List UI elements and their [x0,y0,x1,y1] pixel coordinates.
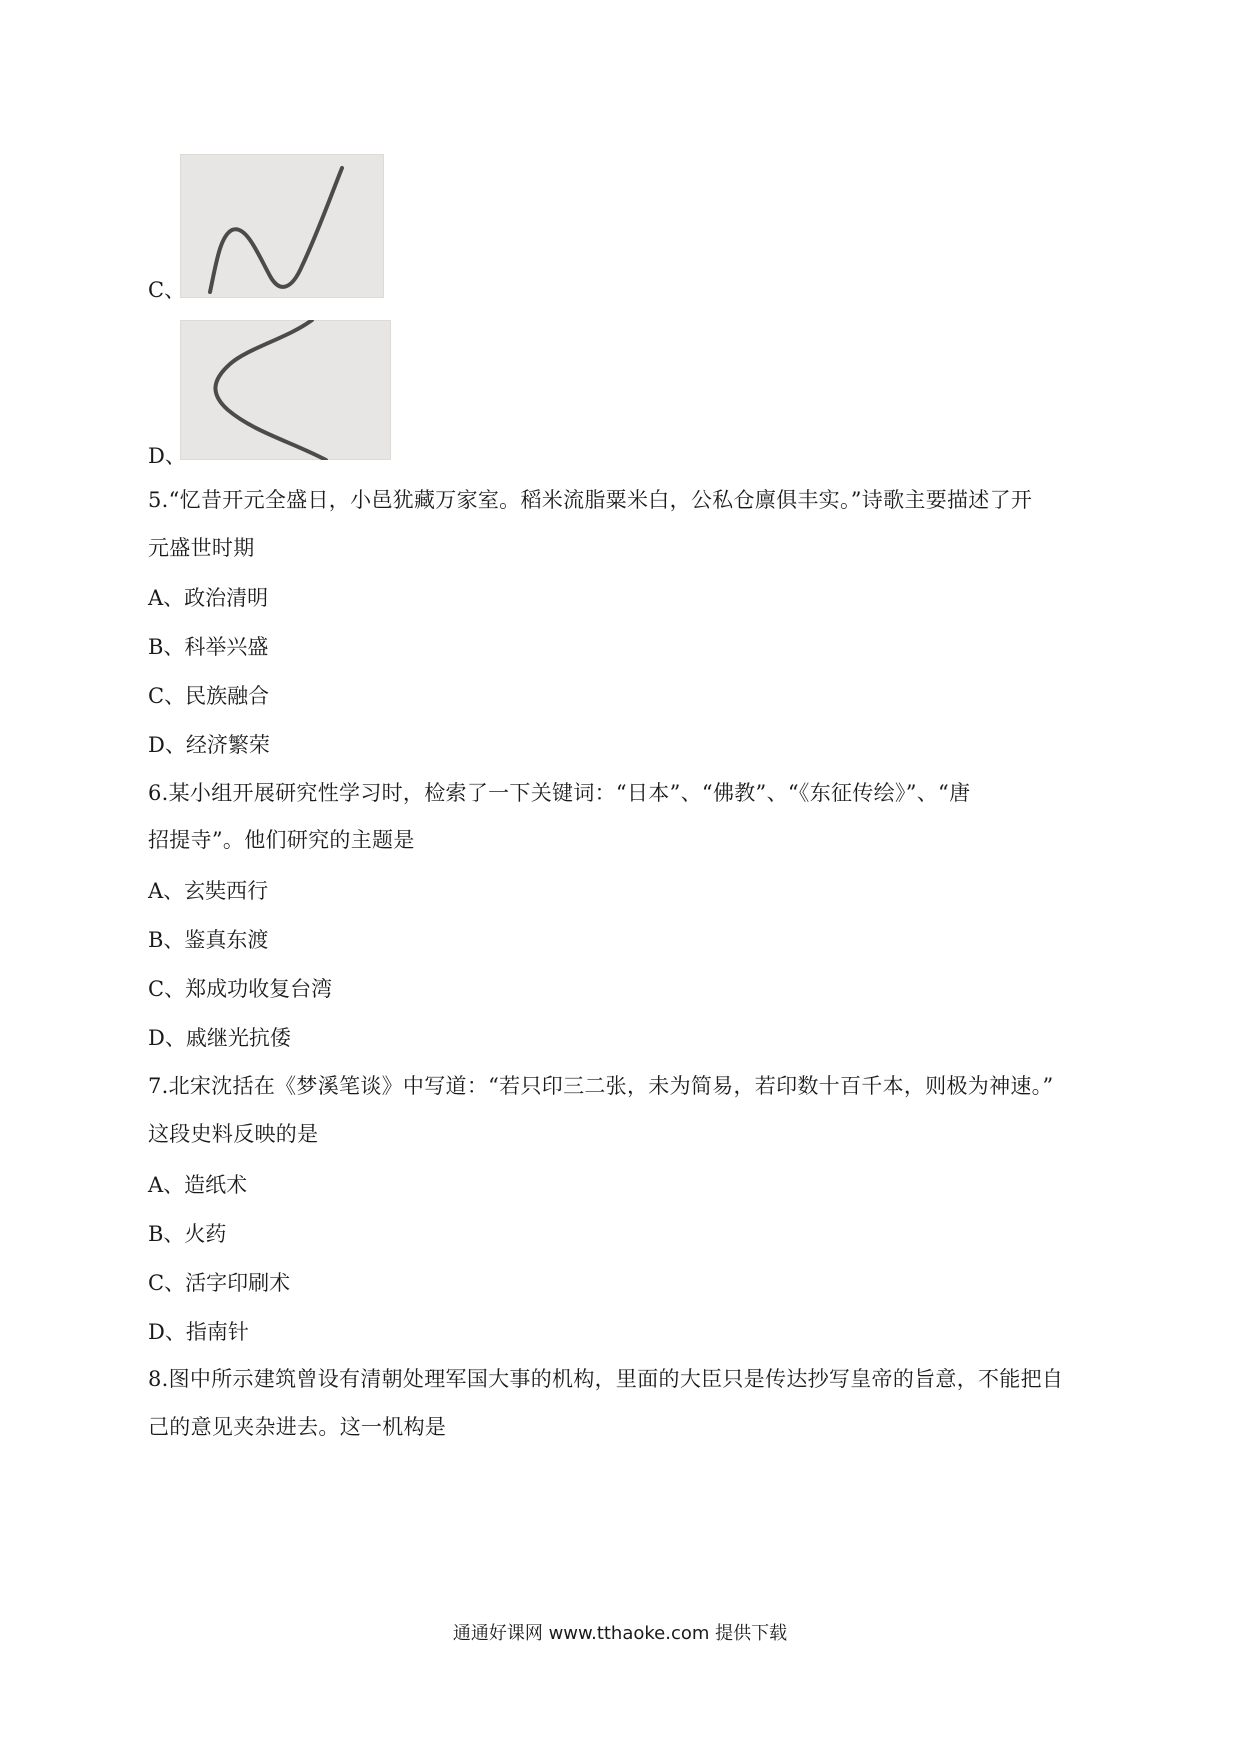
question-5-option-a: A、政治清明 [148,586,269,610]
option-c-image [180,154,384,298]
chevron-curve-photo-icon [180,320,391,460]
question-5-option-c: C、民族融合 [148,684,270,708]
question-8-stem-line1: 8.图中所示建筑曾设有清朝处理军国大事的机构，里面的大臣只是传达抄写皇帝的旨意，不能把自 [148,1367,1064,1391]
question-7-option-a: A、造纸术 [148,1173,248,1197]
question-6-stem-line1: 6.某小组开展研究性学习时，检索了一下关键词：“日本”、“佛教”、“《东征传绘》”、“唐 [148,781,971,805]
question-7-stem-line2: 这段史料反映的是 [148,1122,319,1146]
question-7-option-c: C、活字印刷术 [148,1271,291,1295]
question-6-option-d: D、戚继光抗倭 [148,1026,291,1050]
question-7-option-d: D、指南针 [148,1320,249,1344]
question-5-stem-line2: 元盛世时期 [148,536,255,560]
question-5-stem-line1: 5.“忆昔开元全盛日，小邑犹藏万家室。稻米流脂粟米白，公私仓廪俱丰实。”诗歌主要描述了开 [148,488,1033,512]
option-d-label: D、 [148,444,186,468]
option-c-label: C、 [148,278,186,302]
page-footer: 通通好课网 www.tthaoke.com 提供下载 [452,1623,788,1644]
question-8-stem-line2: 己的意见夹杂进去。这一机构是 [148,1415,447,1439]
question-7-stem-line1: 7.北宋沈括在《梦溪笔谈》中写道：“若只印三二张，未为简易，若印数十百千本，则极为神速。” [148,1074,1054,1098]
question-6-stem-line2: 招提寺”。他们研究的主题是 [148,828,415,852]
question-7-option-b: B、火药 [148,1222,227,1246]
question-5-option-b: B、科举兴盛 [148,635,269,659]
question-6-option-a: A、玄奘西行 [148,879,269,903]
question-5-option-d: D、经济繁荣 [148,733,270,757]
question-6-option-c: C、郑成功收复台湾 [148,977,333,1001]
question-6-option-b: B、鉴真东渡 [148,928,269,952]
option-d-image [180,320,391,460]
n-shaped-curve-photo-icon [180,154,384,298]
